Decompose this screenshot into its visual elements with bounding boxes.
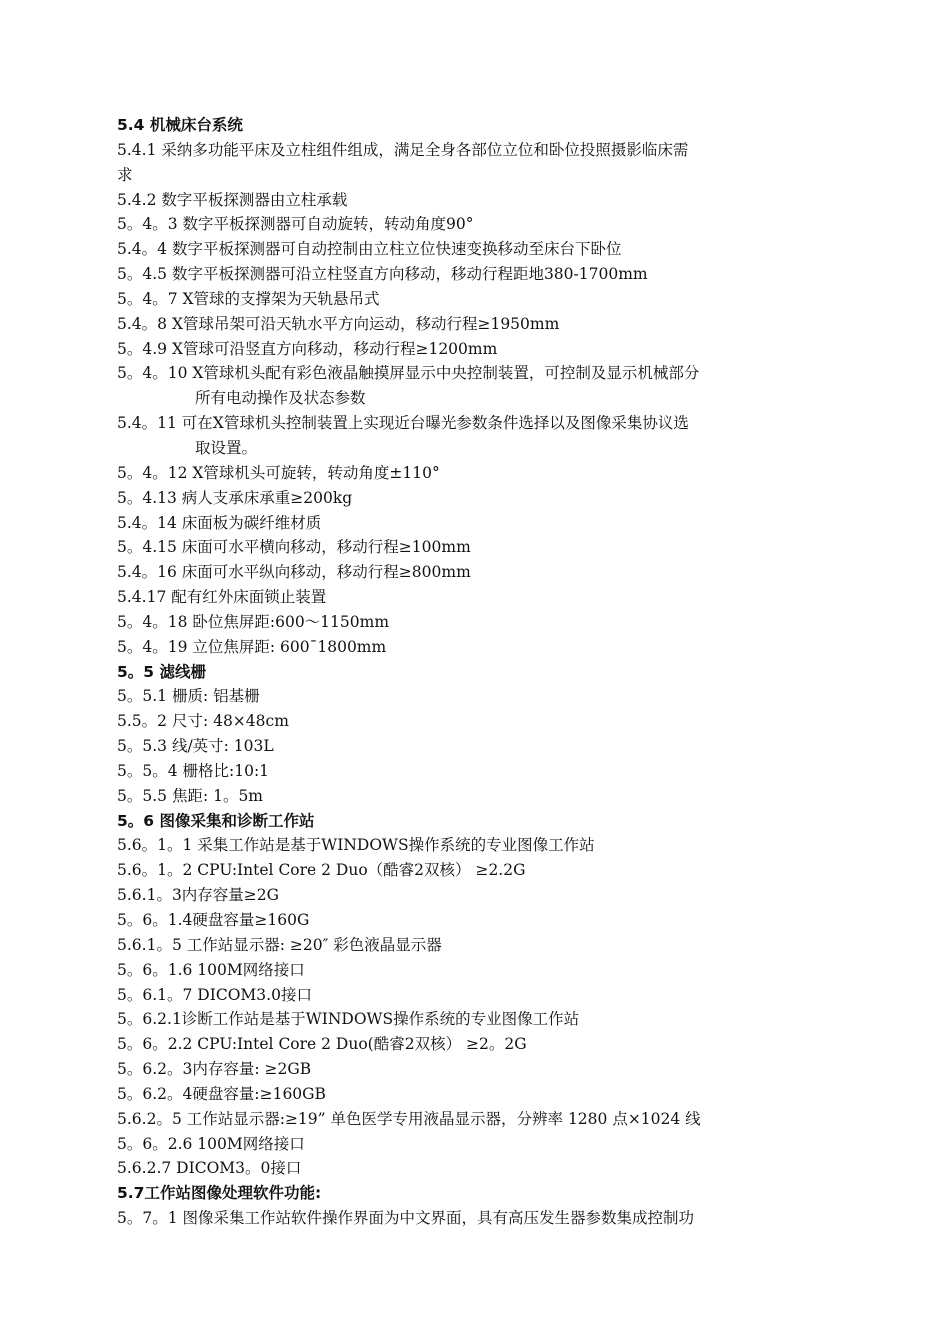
text-line: 5.4。14 床面板为碳纤维材质 [117,513,322,532]
text-line: 5。4。3 数字平板探测器可自动旋转，转动角度90° [117,215,474,234]
text-line: 5。6.2。3内存容量: ≥2GB [117,1060,312,1079]
text-line: 5。4。10 X管球机头配有彩色液晶触摸屏显示中央控制装置，可控制及显示机械部分 [117,364,700,383]
document-body [117,113,841,1231]
text-line: 5。5.5 焦距: 1。5m [117,786,264,805]
text-line: 求 [117,165,133,184]
section-heading: 5.7工作站图像处理软件功能: [117,1184,322,1203]
text-line: 5.4。16 床面可水平纵向移动，移动行程≥800mm [117,563,471,582]
text-line: 5.6。1。1 采集工作站是基于WINDOWS操作系统的专业图像工作站 [117,836,595,855]
text-line: 5。4.13 病人支承床承重≥200kg [117,488,353,507]
text-line: 5。6.1。7 DICOM3.0接口 [117,985,312,1004]
text-line: 取设置。 [195,438,258,457]
text-line: 5。6。1.4硬盘容量≥160G [117,911,310,929]
text-line: 5.4。8 X管球吊架可沿天轨水平方向运动，移动行程≥1950mm [117,314,560,333]
text-line: 5。5。4 栅格比:10:1 [117,761,270,780]
text-line: 5。6。2.6 100M网络接口 [117,1134,305,1153]
text-line: 5。4.15 床面可水平横向移动，移动行程≥100mm [117,538,471,557]
text-line: 5.4.1 采纳多功能平床及立柱组件组成，满足全身各部位立位和卧位投照摄影临床需 [117,140,689,159]
text-line: 5。5.1 栅质: 铝基栅 [117,687,260,706]
text-line: 5。7。1 图像采集工作站软件操作界面为中文界面，具有高压发生器参数集成控制功 [117,1209,695,1228]
text-line: 5.6.2.7 DICOM3。0接口 [117,1159,302,1178]
text-line: 5。6。1.6 100M网络接口 [117,960,305,979]
text-line: 5.4。4 数字平板探测器可自动控制由立柱立位快速变换移动至床台下卧位 [117,240,622,259]
text-line: 5.4。11 可在X管球机头控制装置上实现近台曝光参数条件选择以及图像采集协议选 [117,414,689,433]
text-line: 5.6.1。5 工作站显示器: ≥20″ 彩色液晶显示器 [117,935,442,954]
section-heading: 5.4 机械床台系统 [117,116,243,134]
text-line: 5。6.2。4硬盘容量:≥160GB [117,1084,326,1103]
text-line: 5.6。1。2 CPU:Intel Core 2 Duo（酷睿2双核） ≥2.2G [117,861,526,880]
text-line: 5.6.2。5 工作站显示器:≥19” 单色医学专用液晶显示器，分辨率 1280 点×1024 线 [117,1109,701,1128]
text-line: 5。4。12 X管球机头可旋转，转动角度±110° [117,463,440,482]
text-line: 5.5。2 尺寸: 48×48cm [117,712,289,731]
text-line: 5。6。2.2 CPU:Intel Core 2 Duo(酷睿2双核） ≥2。2G [117,1035,527,1054]
text-line: 5.6.1。3内存容量≥2G [117,886,280,905]
section-heading: 5。5 滤线栅 [117,662,206,681]
text-line: 5。4。7 X管球的支撑架为天轨悬吊式 [117,289,380,308]
section-heading: 5。6 图像采集和诊断工作站 [117,811,315,830]
text-line: 5。4.5 数字平板探测器可沿立柱竖直方向移动，移动行程距地380-1700mm [117,265,648,284]
text-line: 5。4。18 卧位焦屏距:600～1150mm [117,612,390,631]
text-line: 5。6.2.1诊断工作站是基于WINDOWS操作系统的专业图像工作站 [117,1010,580,1029]
text-line: 5.4.17 配有红外床面锁止装置 [117,588,327,607]
text-line: 5。4。19 立位焦屏距: 600¯1800mm [117,637,387,656]
text-line: 5。5.3 线/英寸: 103L [117,737,274,756]
text-line: 5。4.9 X管球可沿竖直方向移动，移动行程≥1200mm [117,339,498,358]
text-line: 5.4.2 数字平板探测器由立柱承载 [117,190,348,209]
text-line: 所有电动操作及状态参数 [195,389,366,408]
